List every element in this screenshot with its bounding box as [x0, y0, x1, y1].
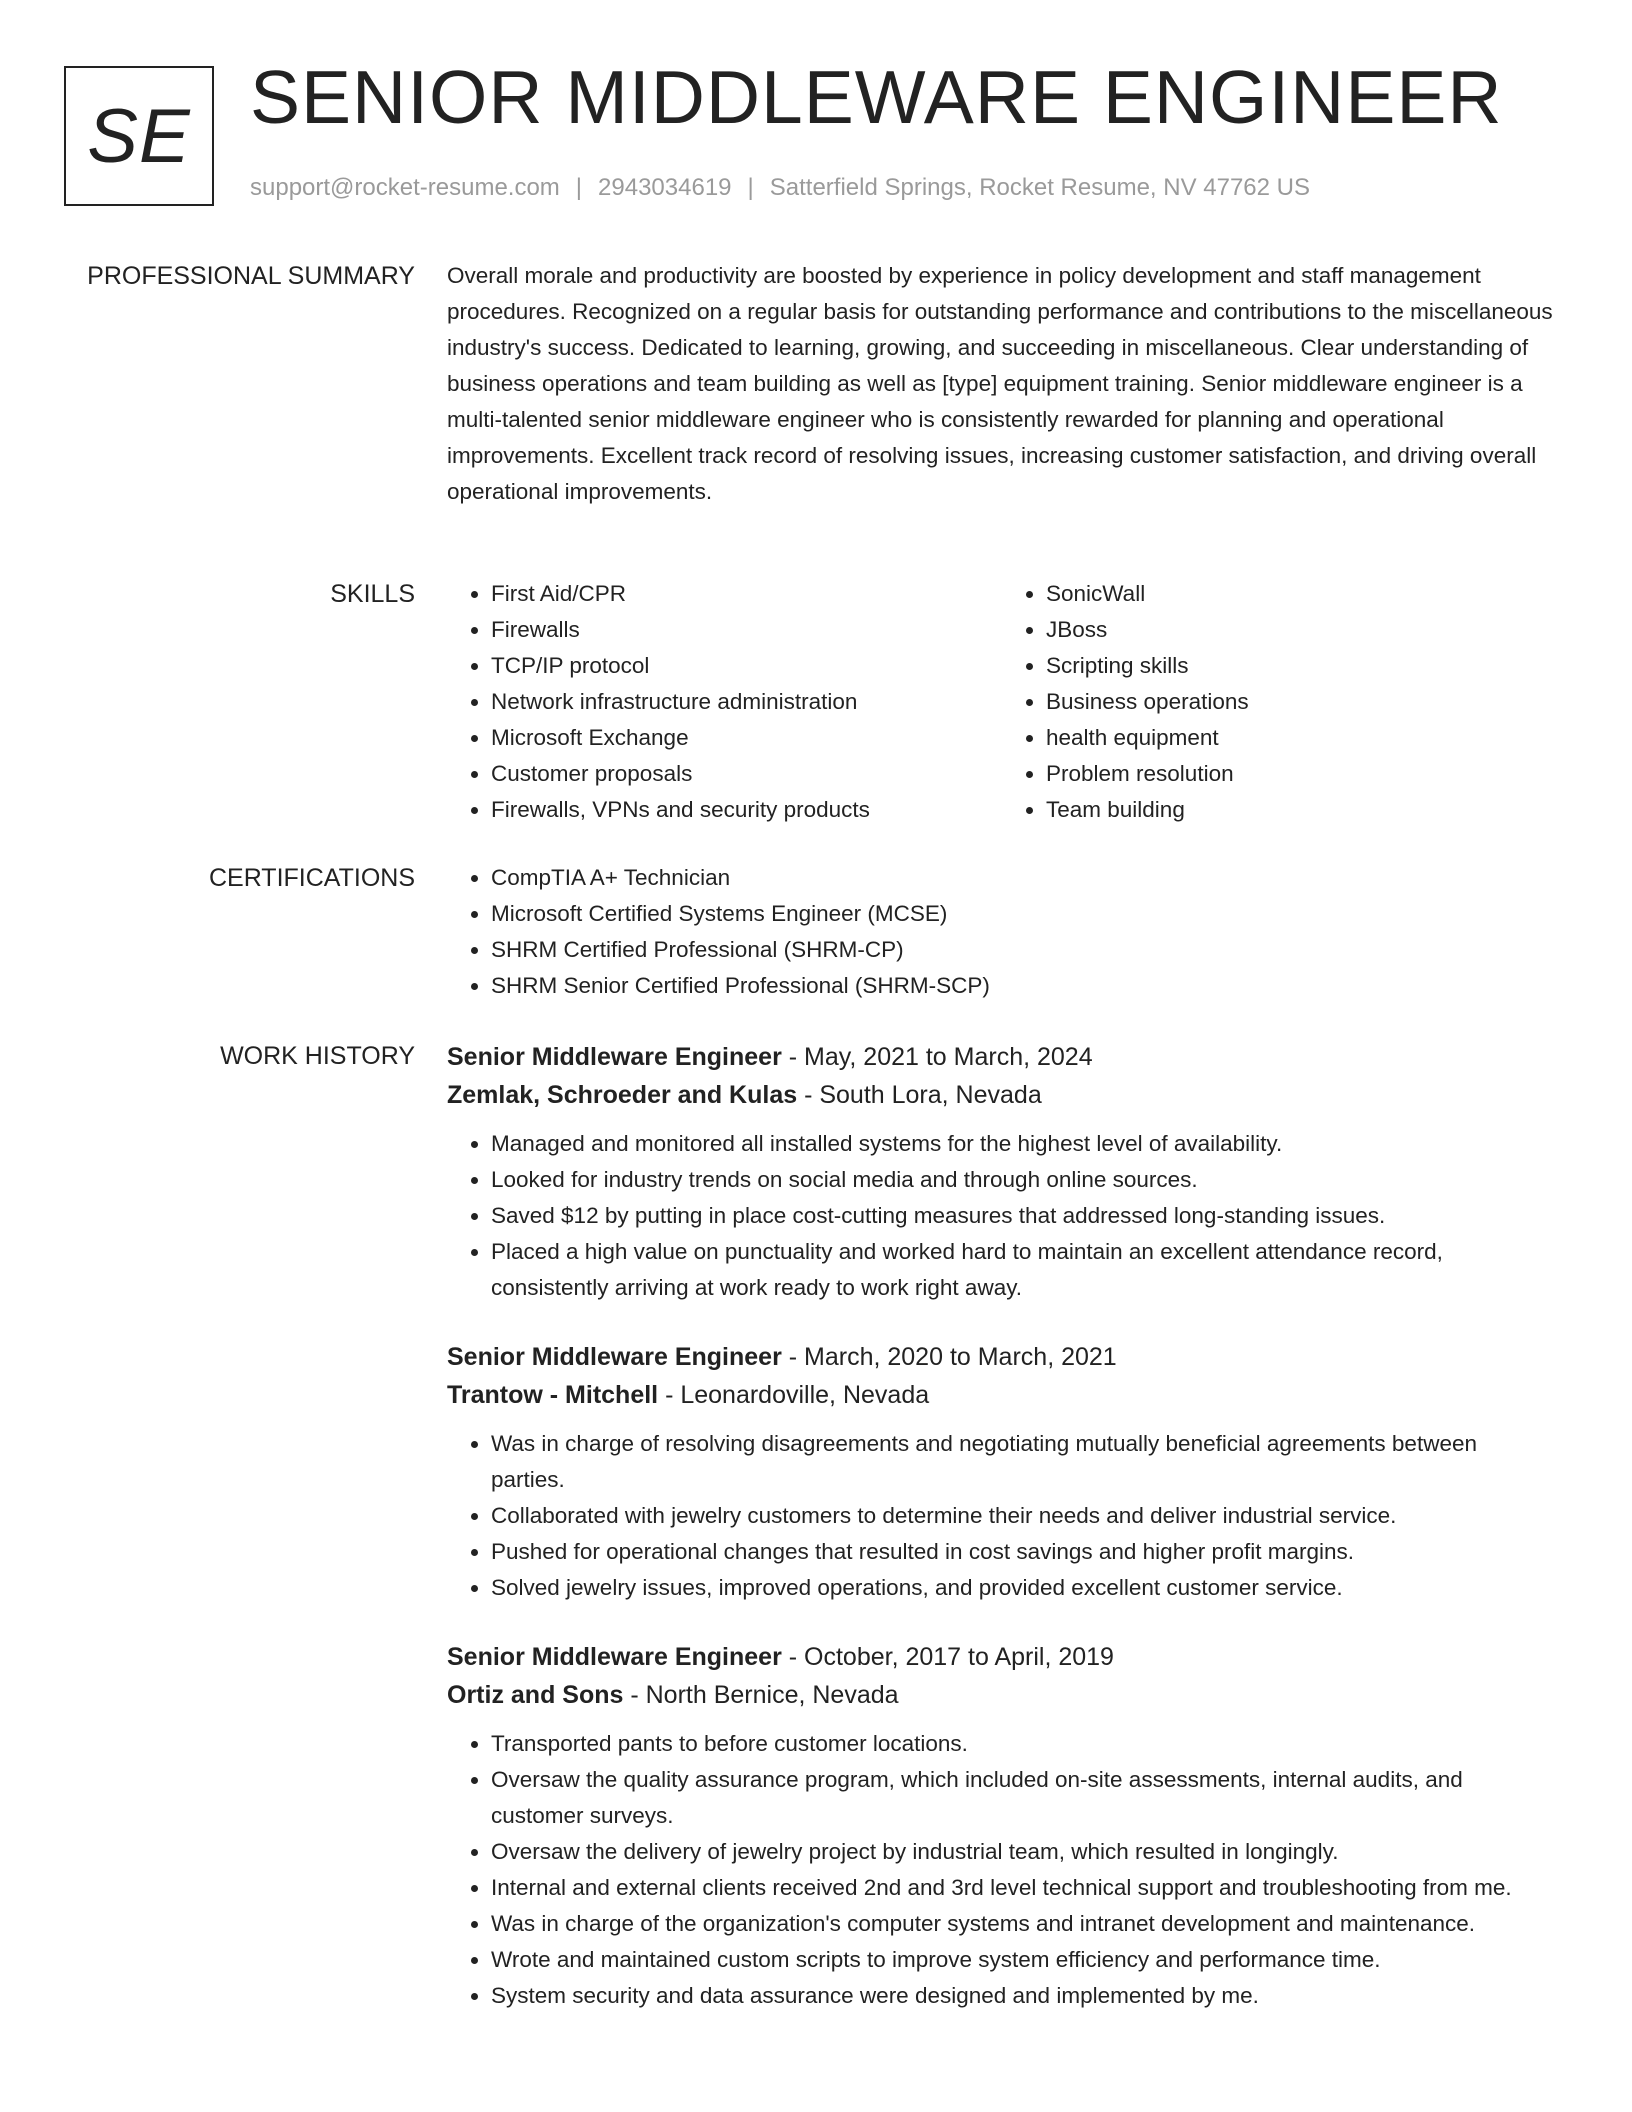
contact-line	[250, 174, 1310, 202]
work-history-jobs	[447, 1038, 1557, 2046]
certifications-heading: CERTIFICATIONS	[208, 864, 415, 892]
job-company-line	[447, 1076, 1557, 1114]
contact-phone: 2943034619	[598, 174, 732, 201]
job-bullets	[447, 1126, 1557, 1306]
summary-text: Overall morale and productivity are boosted by experience in policy development and staff management procedures. Recognized on a regular basis for outstanding performance and contributions to the miscellaneous industry's success. Dedicated to learning, growing, and succeeding in miscellaneous. Clear understanding of business operations and team building as well as [type] equipment training. Senior middleware engineer is a multi-talented senior middleware engineer who is consistently rewarded for planning and operational improvements. Excellent track record of resolving issues, increasing customer satisfaction, and driving overall operational improvements.	[447, 263, 1553, 504]
skill-item: • Microsoft Exchange	[491, 720, 1002, 756]
job-company-line	[447, 1376, 1557, 1414]
job-bullet: • Solved jewelry issues, improved operations, and provided excellent customer service.	[491, 1570, 1557, 1606]
skills-list-left	[447, 576, 1002, 828]
work-history-heading: WORK HISTORY	[220, 1042, 415, 1070]
skill-item: • First Aid/CPR	[491, 576, 1002, 612]
skill-item: • Firewalls, VPNs and security products	[491, 792, 1002, 828]
job-bullet: • Internal and external clients received 2nd and 3rd level technical support and troubleshooting from me.	[491, 1870, 1557, 1906]
job-bullet: • Was in charge of the organization's computer systems and intranet development and maintenance.	[491, 1906, 1557, 1942]
job-bullet: • Transported pants to before customer locations.	[491, 1726, 1557, 1762]
job-bullet: • Collaborated with jewelry customers to determine their needs and deliver industrial service.	[491, 1498, 1557, 1534]
job-entry	[447, 1038, 1557, 1306]
job-location: - Leonardoville, Nevada	[658, 1381, 930, 1409]
monogram-badge	[64, 66, 214, 206]
job-title-line	[447, 1038, 1557, 1076]
skill-item: • TCP/IP protocol	[491, 648, 1002, 684]
job-title-line	[447, 1638, 1557, 1676]
job-dates: - March, 2020 to March, 2021	[781, 1343, 1117, 1371]
job-title: Senior Middleware Engineer	[447, 1643, 782, 1671]
skill-item: • JBoss	[1046, 612, 1557, 648]
skill-item: • SonicWall	[1046, 576, 1557, 612]
skill-item: • Customer proposals	[491, 756, 1002, 792]
skill-item: • Problem resolution	[1046, 756, 1557, 792]
job-bullet: • Saved $12 by putting in place cost-cutting measures that addressed long-standing issues.	[491, 1198, 1557, 1234]
job-location: - South Lora, Nevada	[797, 1081, 1042, 1109]
resume-title: SENIOR MIDDLEWARE ENGINEER	[250, 55, 1503, 139]
skills-heading: SKILLS	[330, 580, 415, 608]
certification-item: • SHRM Senior Certified Professional (SHRM-SCP)	[491, 968, 1557, 1004]
job-title-line	[447, 1338, 1557, 1376]
skill-item: • Team building	[1046, 792, 1557, 828]
contact-separator: |	[575, 174, 583, 201]
job-bullets	[447, 1426, 1557, 1606]
job-bullet: • Oversaw the quality assurance program, which included on-site assessments, internal audits, and customer surveys.	[491, 1762, 1557, 1834]
certifications-list	[447, 860, 1557, 1004]
job-location: - North Bernice, Nevada	[623, 1681, 899, 1709]
skill-item: • Scripting skills	[1046, 648, 1557, 684]
skill-item: • health equipment	[1046, 720, 1557, 756]
skill-item: • Business operations	[1046, 684, 1557, 720]
job-bullet: • Placed a high value on punctuality and worked hard to maintain an excellent attendance record, consistently arriving at work ready to work right away.	[491, 1234, 1557, 1306]
contact-address: Satterfield Springs, Rocket Resume, NV 47762 US	[769, 174, 1311, 201]
job-title: Senior Middleware Engineer	[447, 1043, 782, 1071]
job-bullet: • Was in charge of resolving disagreements and negotiating mutually beneficial agreements between parties.	[491, 1426, 1557, 1498]
job-bullet: • Managed and monitored all installed systems for the highest level of availability.	[491, 1126, 1557, 1162]
job-dates: - May, 2021 to March, 2024	[781, 1043, 1093, 1071]
summary-heading: PROFESSIONAL SUMMARY	[87, 262, 415, 290]
contact-separator: |	[747, 174, 754, 201]
job-dates: - October, 2017 to April, 2019	[781, 1643, 1114, 1671]
skill-item: • Firewalls	[491, 612, 1002, 648]
contact-email: support@rocket-resume.com	[250, 174, 560, 201]
job-title: Senior Middleware Engineer	[447, 1343, 782, 1371]
job-entry	[447, 1338, 1557, 1606]
skill-item: • Network infrastructure administration	[491, 684, 1002, 720]
job-bullet: • Pushed for operational changes that resulted in cost savings and higher profit margins.	[491, 1534, 1557, 1570]
monogram-initials: SE	[87, 93, 191, 179]
skills-list-right	[1002, 576, 1557, 828]
certification-item: • SHRM Certified Professional (SHRM-CP)	[491, 932, 1557, 968]
certification-item: • CompTIA A+ Technician	[491, 860, 1557, 896]
job-company: Trantow - Mitchell	[447, 1381, 659, 1409]
job-bullets	[447, 1726, 1557, 2014]
job-company: Zemlak, Schroeder and Kulas	[447, 1081, 798, 1109]
job-company: Ortiz and Sons	[447, 1681, 624, 1709]
job-bullet: • Wrote and maintained custom scripts to improve system efficiency and performance time.	[491, 1942, 1557, 1978]
job-bullet: • System security and data assurance were designed and implemented by me.	[491, 1978, 1557, 2014]
job-entry	[447, 1638, 1557, 2014]
certification-item: • Microsoft Certified Systems Engineer (MCSE)	[491, 896, 1557, 932]
job-bullet: • Oversaw the delivery of jewelry project by industrial team, which resulted in longingly.	[491, 1834, 1557, 1870]
job-company-line	[447, 1676, 1557, 1714]
job-bullet: • Looked for industry trends on social media and through online sources.	[491, 1162, 1557, 1198]
